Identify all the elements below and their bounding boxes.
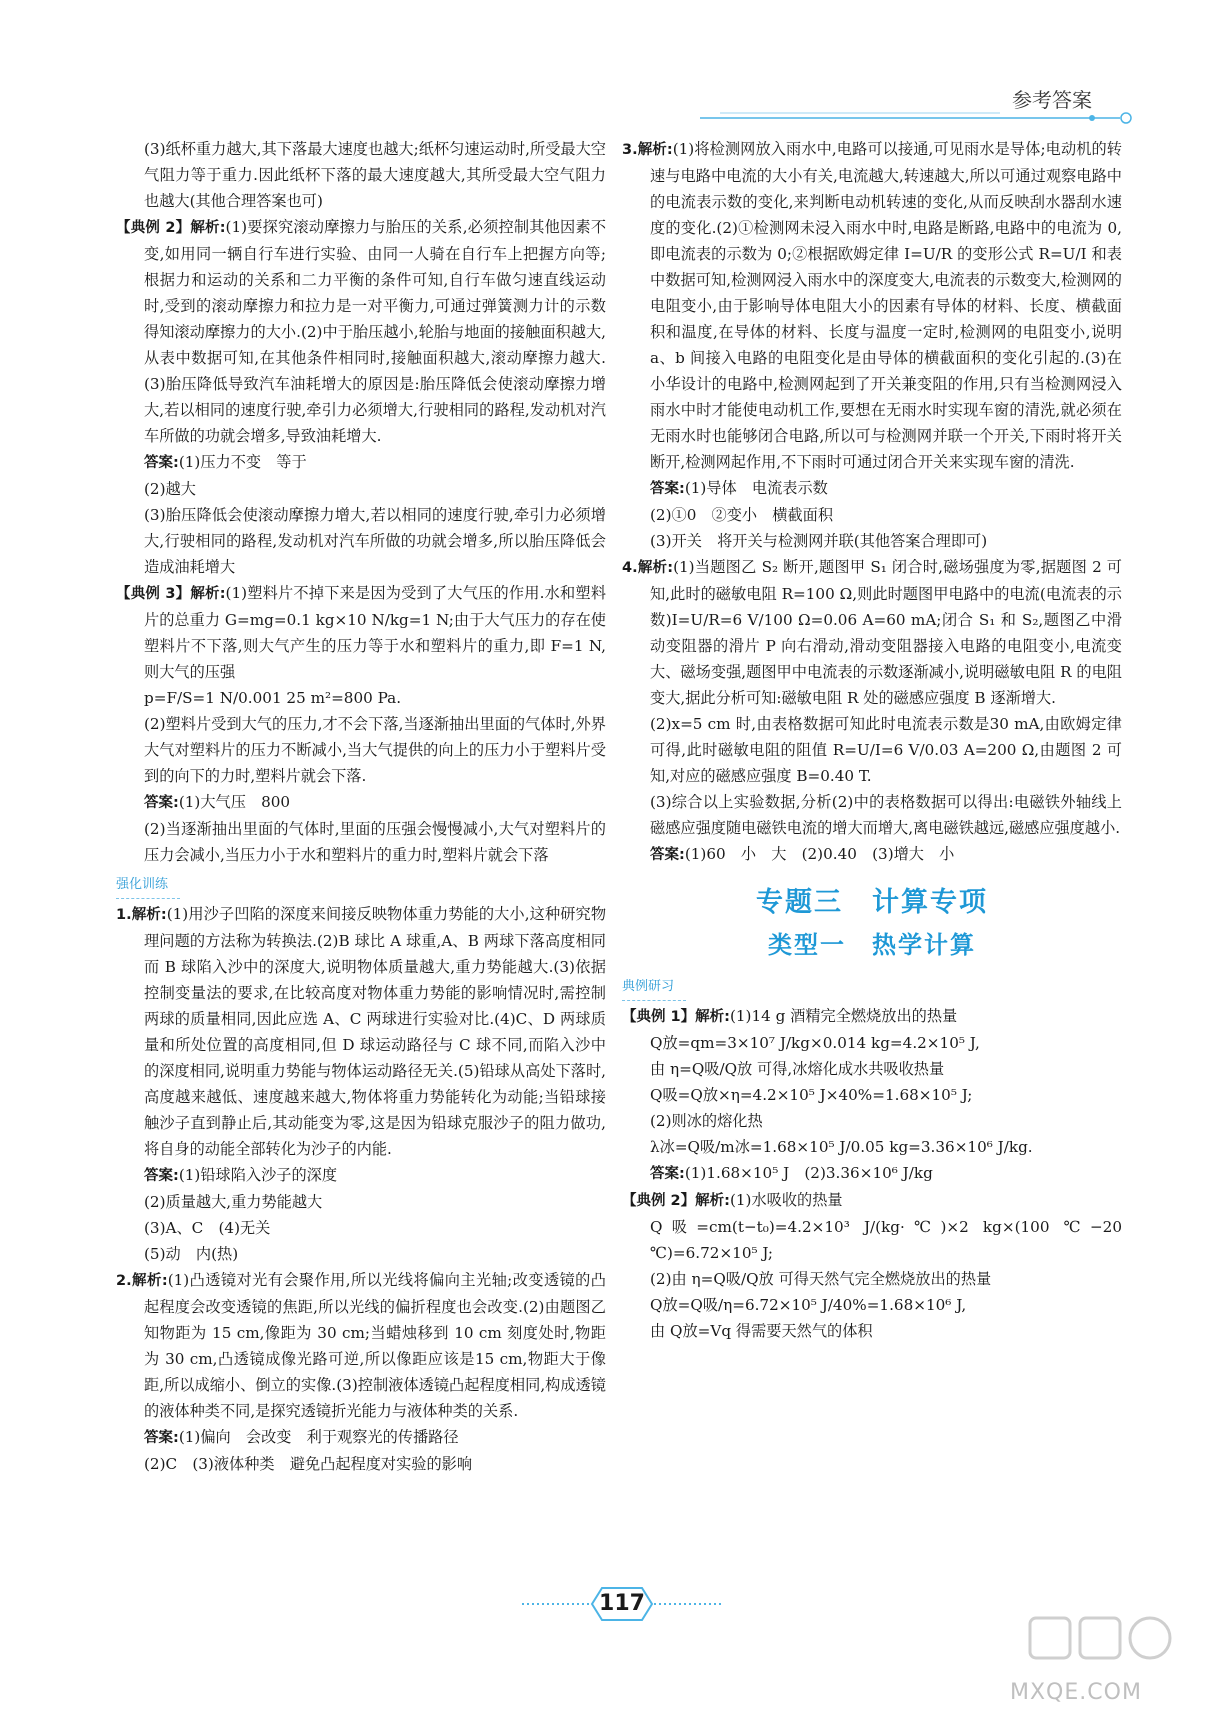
topic-title: 专题三 计算专项 — [756, 887, 988, 918]
example-3-analysis — [116, 580, 606, 685]
example-text: (1)塑料片不掉下来是因为受到了大气压的作用.水和塑料片的总重力 G=mg=0.1 kg×10 N/kg=1 N;由于大气压力的存在使塑料片不下落,则大气产生的压力等于水和塑料片的重力,即 F=1 N,则大气的压强 — [144, 584, 607, 681]
answer-label: 答案: — [650, 481, 685, 497]
question-text: (3)综合以上实验数据,分析(2)中的表格数据可以得出:电磁铁外轴线上磁感应强度随电磁铁电流的增大而增大,离电磁铁越远,磁感应强度越小. — [650, 793, 1122, 837]
answer-text: (1)导体 电流表示数 — [684, 479, 828, 497]
section-tag: 典例研习 — [622, 974, 686, 1001]
page-number: 117 — [599, 1591, 645, 1616]
example-text: (1)水吸收的热量 — [729, 1191, 843, 1209]
answer-line: (2)C (3)液体种类 避免凸起程度对实验的影响 — [144, 1455, 473, 1473]
answer-label: 答案: — [144, 455, 179, 471]
question-1-analysis — [116, 901, 606, 1162]
answer-line: (3)A、C (4)无关 — [144, 1219, 271, 1237]
formula-line: 由 η=Q吸/Q放 可得,冰熔化成水共吸收热量 — [650, 1060, 945, 1078]
answer-line — [622, 1160, 1122, 1187]
type-title: 类型一 热学计算 — [768, 931, 976, 959]
answer-line: (2)越大 — [144, 480, 196, 498]
question-text: (1)当题图乙 S₂ 断开,题图甲 S₁ 闭合时,磁场强度为零,据题图 2 可知,此时的磁敏电阻 R=100 Ω,则此时题图甲电路中的电流(电流表的示数)I=U/R=6 V/100 Ω=0.06 A=60 mA;闭合 S₁ 和 S₂,题图乙中滑动变阻器的滑片 P 向右滑动,滑动变阻器接入电路的电阻变小,电流变大、磁场变强,题图甲中电流表的示数逐渐减小,说明磁敏电阻 R 的电阻变大,据此分析可知:磁敏电阻 R 处的磁感应强度 B 逐渐增大. — [650, 558, 1122, 707]
answer-line — [116, 789, 606, 816]
answer-text: (1)1.68×10⁵ J (2)3.36×10⁶ J/kg — [684, 1164, 933, 1182]
answer-line: (5)动 内(热) — [144, 1245, 239, 1263]
answer-text: (1)偏向 会改变 利于观察光的传播路径 — [178, 1428, 459, 1446]
formula-line: λ冰=Q吸/m冰=1.68×10⁵ J/0.05 kg=3.36×10⁶ J/kg. — [650, 1138, 1033, 1156]
example-2-analysis — [116, 214, 606, 449]
answer-line — [116, 1162, 606, 1189]
formula-line: Q吸=cm(t−t₀)=4.2×10³ J/(kg·℃)×2 kg×(100 ℃−20 ℃)=6.72×10⁵ J; — [650, 1218, 1122, 1262]
question-3-analysis — [622, 136, 1122, 475]
example-text: (1)要探究滚动摩擦力与胎压的关系,必须控制其他因素不变,如用同一辆自行车进行实验、由同一人骑在自行车上把握方向等;根据力和运动的关系和二力平衡的条件可知,自行车做匀速直线运动时,受到的滚动摩擦力和拉力是一对平衡力,可通过弹簧测力计的示数得知滚动摩擦力的大小.(2)中于胎压越小,轮胎与地面的接触面积越大,从表中数据可知,在其他条件相同时,接触面积越大,滚动摩擦力越大.(3)胎压降低导致汽车油耗增大的原因是:胎压降低会使滚动摩擦力增大,若以相同的速度行驶,牵引力必须增大,行驶相同的路程,发动机对汽车所做的功就会增多,导致油耗增大. — [144, 218, 607, 445]
formula-line: Q放=Q吸/η=6.72×10⁵ J/40%=1.68×10⁶ J, — [650, 1296, 967, 1314]
question-text: (1)用沙子凹陷的深度来间接反映物体重力势能的大小,这种研究物理问题的方法称为转换法.(2)B 球比 A 球重,A、B 两球下落高度相同而 B 球陷入沙中的深度大,说明物体质量越大,重力势能越大.(3)依据控制变量法的要求,在比较高度对物体重力势能的影响情况时,需控制两球的质量相同,因此应选 A、C 两球进行实验对比.(4)C、D 两球质量和所处位置的高度相同,但 D 球运动路径与 C 球不同,而陷入沙中的深度相同,说明重力势能与物体运动路径无关.(5)铅球从高处下落时,高度越来越低、速度越来越大,物体将重力势能转化为动能;当铅球接触沙子直到静止后,其动能变为零,这是因为铅球克服沙子的阻力做功,将自身的动能全部转化为沙子的内能. — [144, 905, 607, 1158]
question-label: 2.解析: — [116, 1273, 168, 1289]
answer-text: (1)铅球陷入沙子的深度 — [178, 1166, 338, 1184]
formula-line: Q吸=Q放×η=4.2×10⁵ J×40%=1.68×10⁵ J; — [650, 1086, 973, 1104]
header-label: 参考答案 — [1012, 88, 1092, 112]
answer-line: (2)质量越大,重力势能越大 — [144, 1193, 323, 1211]
page-number-block — [522, 1584, 722, 1624]
answer-label: 答案: — [144, 795, 179, 811]
example-label: 【典例 2】解析: — [622, 1193, 730, 1209]
question-text: (1)将检测网放入雨水中,电路可以接通,可见雨水是导体;电动机的转速与电路中电流的大小有关,电流越大,转速越大,所以可通过观察电路中的电流表示数的变化,来判断电动机转速的变化,从而反映刮水器刮水速度的变化.(2)①检测网未浸入雨水中时,电路是断路,电路中的电流为 0,即电流表的示数为 0;②根据欧姆定律 I=U/R 的变形公式 R=U/I 和表中数据可知,检测网浸入雨水中的深度变大,电流表的示数变大,检测网的电阻变小,由于影响导体电阻大小的因素有导体的材料、长度、横截面积和温度,在导体的材料、长度与温度一定时,检测网的电阻变小,说明 a、b 间接入电路的电阻变化是由导体的横截面积的变化引起的.(3)在小华设计的电路中,检测网起到了开关兼变阻的作用,只有当检测网浸入雨水中时才能使电动机工作,要想在无雨水时实现车窗的清洗,就必须在无雨水时也能够闭合电路,所以可与检测网并联一个开关,下雨时将开关断开,检测网起作用,不下雨时可通过闭合开关来实现车窗的清洗. — [650, 140, 1122, 471]
question-2-analysis — [116, 1267, 606, 1424]
answer-text: (1)60 小 大 (2)0.40 (3)增大 小 — [684, 845, 955, 863]
example-label: 【典例 2】解析: — [116, 220, 226, 236]
example-1-analysis — [622, 1003, 1122, 1030]
answer-line: (3)开关 将开关与检测网并联(其他答案合理即可) — [650, 532, 988, 550]
question-label: 1.解析: — [116, 907, 167, 923]
formula-line: Q放=qm=3×10⁷ J/kg×0.014 kg=4.2×10⁵ J, — [650, 1034, 980, 1052]
answer-text: (1)压力不变 等于 — [178, 453, 307, 471]
answer-line — [622, 475, 1122, 502]
answer-label: 答案: — [144, 1430, 179, 1446]
formula-line: 由 Q放=Vq 得需要天然气的体积 — [650, 1322, 873, 1340]
right-column — [622, 136, 1122, 1344]
header-rule — [700, 108, 1140, 128]
answer-label: 答案: — [650, 1166, 685, 1182]
answer-paragraph: (3)纸杯重力越大,其下落最大速度也越大;纸杯匀速运动时,所受最大空气阻力等于重力.因此纸杯下落的最大速度越大,其所受最大空气阻力也越大(其他合理答案也可) — [144, 140, 606, 210]
answer-line — [116, 1424, 606, 1451]
answer-line: (2)当逐渐抽出里面的气体时,里面的压强会慢慢减小,大气对塑料片的压力会减小,当压力小于水和塑料片的重力时,塑料片就会下落 — [144, 820, 606, 864]
answer-line: (2)①0 ②变小 横截面积 — [650, 506, 834, 524]
watermark-text: MXQE.COM — [1010, 1680, 1142, 1705]
answer-label: 答案: — [144, 1168, 179, 1184]
question-4-analysis — [622, 554, 1122, 711]
example-label: 【典例 1】解析: — [622, 1009, 730, 1025]
example-text: (2)塑料片受到大气的压力,才不会下落,当逐渐抽出里面的气体时,外界大气对塑料片的压力不断减小,当大气提供的向上的压力小于塑料片受到的向下的力时,塑料片就会下落. — [144, 715, 606, 785]
answer-label: 答案: — [650, 847, 685, 863]
question-label: 3.解析: — [622, 142, 673, 158]
answer-line — [116, 449, 606, 476]
formula-line: (2)由 η=Q吸/Q放 可得天然气完全燃烧放出的热量 — [650, 1270, 992, 1288]
example-text: (1)14 g 酒精完全燃烧放出的热量 — [729, 1007, 958, 1025]
pressure-formula: p=F/S=1 N/0.001 25 m²=800 Pa. — [144, 689, 402, 707]
formula-line: (2)则冰的熔化热 — [650, 1112, 763, 1130]
example-2-analysis — [622, 1187, 1122, 1214]
example-label: 【典例 3】解析: — [116, 586, 226, 602]
answer-line: (3)胎压降低会使滚动摩擦力增大,若以相同的速度行驶,牵引力必须增大,行驶相同的路程,发动机对汽车所做的功就会增多,所以胎压降低会造成油耗增大 — [144, 506, 606, 576]
answer-text: (1)大气压 800 — [178, 793, 291, 811]
question-text: (1)凸透镜对光有会聚作用,所以光线将偏向主光轴;改变透镜的凸起程度会改变透镜的焦距,所以光线的偏折程度也会改变.(2)由题图乙知物距为 15 cm,像距为 30 cm;当蜡烛移到 10 cm 刻度处时,物距为 30 cm,凸透镜成像光路可逆,所以像距应该是15 cm,物距大于像距,所以成缩小、倒立的实像.(3)控制液体透镜凸起程度相同,构成透镜的液体种类不同,是探究透镜折光能力与液体种类的关系. — [144, 1271, 606, 1420]
answer-line — [622, 841, 1122, 868]
question-text: (2)x=5 cm 时,由表格数据可知此时电流表示数是30 mA,由欧姆定律可得,此时磁敏电阻的阻值 R=U/I=6 V/0.03 A=200 Ω,由题图 2 可知,对应的磁感应强度 B=0.40 T. — [650, 715, 1122, 785]
question-label: 4.解析: — [622, 560, 674, 576]
left-column — [116, 136, 606, 1477]
section-tag: 强化训练 — [116, 872, 180, 899]
